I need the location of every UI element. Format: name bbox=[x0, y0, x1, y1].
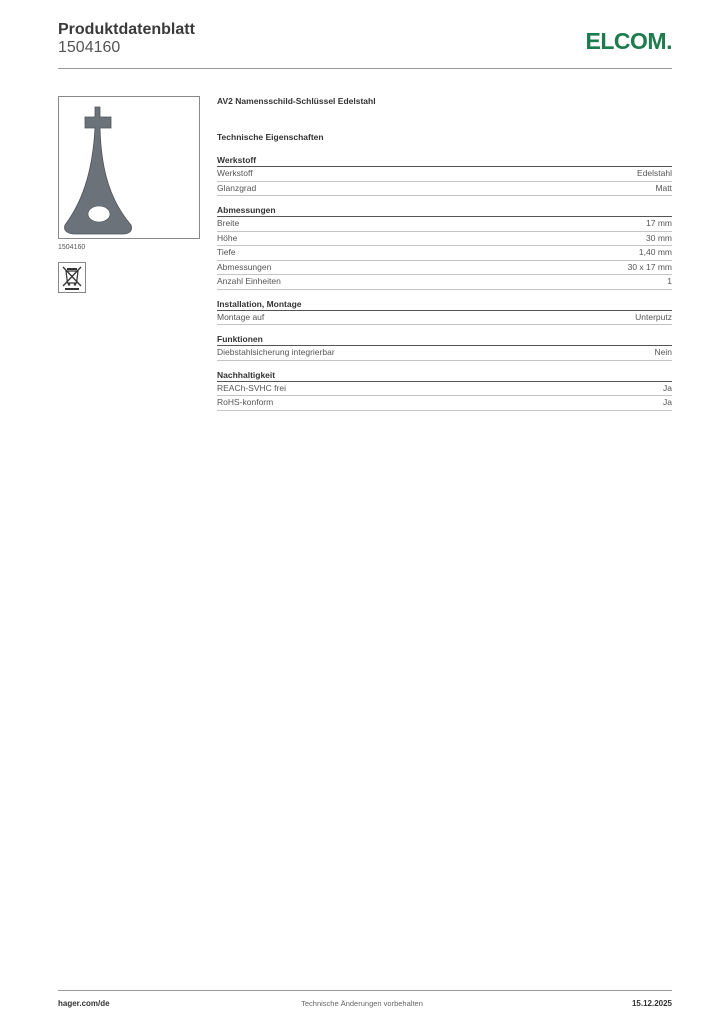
group-title: Abmessungen bbox=[217, 204, 672, 217]
property-value: 30 x 17 mm bbox=[627, 261, 672, 272]
property-value: 1 bbox=[667, 276, 672, 286]
property-row bbox=[217, 167, 672, 182]
crossed-out-bin-icon bbox=[59, 263, 85, 292]
key-product-icon bbox=[59, 97, 199, 238]
property-value: 30 mm bbox=[646, 232, 672, 243]
group-title: Werkstoff bbox=[217, 154, 672, 167]
property-value: Matt bbox=[655, 182, 672, 193]
property-row bbox=[217, 346, 672, 361]
property-label: Tiefe bbox=[217, 247, 236, 257]
property-label: Höhe bbox=[217, 232, 238, 243]
property-value: 17 mm bbox=[646, 218, 672, 228]
header-divider bbox=[58, 68, 672, 69]
product-name: AV2 Namensschild-Schlüssel Edelstahl bbox=[217, 96, 376, 106]
property-value: Ja bbox=[663, 382, 672, 393]
product-details bbox=[217, 96, 672, 419]
section-heading: Technische Eigenschaften bbox=[217, 132, 324, 142]
property-groups bbox=[217, 154, 672, 411]
property-row bbox=[217, 261, 672, 276]
property-row bbox=[217, 182, 672, 197]
property-row bbox=[217, 217, 672, 232]
footer-date: 15.12.2025 bbox=[631, 999, 672, 1008]
property-value: Nein bbox=[654, 347, 672, 357]
property-value: Edelstahl bbox=[637, 168, 672, 178]
product-image bbox=[58, 96, 200, 239]
property-group bbox=[217, 204, 672, 290]
property-label: RoHS-konform bbox=[217, 397, 274, 407]
property-row bbox=[217, 396, 672, 411]
property-group bbox=[217, 154, 672, 196]
property-label: Breite bbox=[217, 218, 240, 228]
property-group bbox=[217, 298, 672, 326]
property-value: 1,40 mm bbox=[638, 247, 672, 257]
footer-divider bbox=[58, 990, 672, 991]
group-title: Nachhaltigkeit bbox=[217, 369, 672, 382]
property-row bbox=[217, 246, 672, 261]
property-label: Diebstahlsicherung integrierbar bbox=[217, 347, 335, 357]
property-group bbox=[217, 369, 672, 411]
property-label: Montage auf bbox=[217, 311, 265, 322]
property-label: Abmessungen bbox=[217, 261, 272, 272]
property-row bbox=[217, 382, 672, 397]
page-title: Produktdatenblatt bbox=[58, 21, 195, 38]
group-title: Installation, Montage bbox=[217, 298, 672, 311]
property-label: Werkstoff bbox=[217, 168, 253, 178]
property-value: Unterputz bbox=[635, 311, 672, 322]
elcom-logo: ELCOM. bbox=[585, 28, 672, 54]
property-value: Ja bbox=[663, 397, 672, 407]
property-row bbox=[217, 275, 672, 290]
footer-website: hager.com/de bbox=[58, 999, 110, 1008]
footer-notice: Technische Änderungen vorbehalten bbox=[301, 999, 423, 1008]
property-label: Glanzgrad bbox=[217, 182, 257, 193]
weee-symbol bbox=[58, 262, 86, 293]
property-row bbox=[217, 311, 672, 326]
group-title: Funktionen bbox=[217, 333, 672, 346]
image-caption: 1504160 bbox=[58, 244, 86, 251]
property-group bbox=[217, 333, 672, 361]
property-row bbox=[217, 232, 672, 247]
product-number: 1504160 bbox=[58, 39, 121, 56]
property-label: Anzahl Einheiten bbox=[217, 276, 281, 286]
property-label: REACh-SVHC frei bbox=[217, 382, 286, 393]
